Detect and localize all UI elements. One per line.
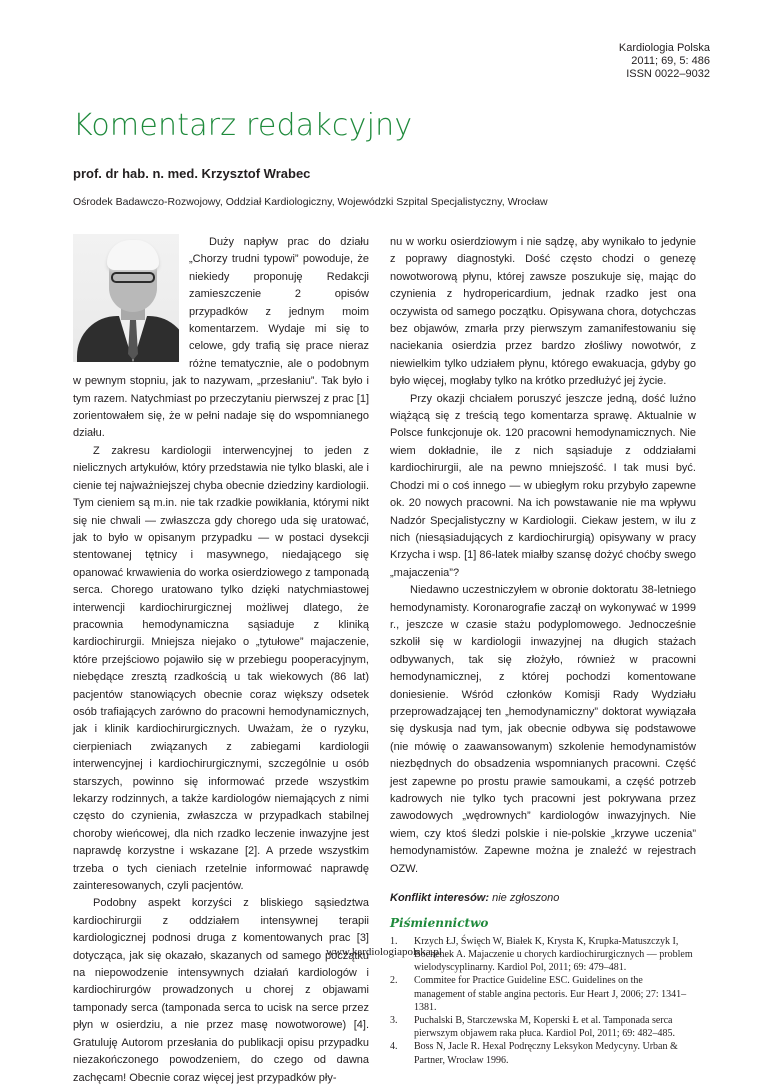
conflict-statement (390, 890, 696, 907)
reference-item: 4. Boss N, Jacle R. Hexal Podręczny Leksykon Medycyny. Urban & Partner, Wrocław 1996. (390, 1041, 678, 1066)
reference-item: 3. Puchalski B, Starczewska M, Koperski Ł et al. Tamponada serca pierwszym objawem raka płuca. Kardiol Pol, 2011; 69: 482–485. (390, 1015, 675, 1040)
references-heading: Piśmiennictwo (390, 916, 489, 931)
footer-url: www.kardiologiapolska.pl (326, 946, 442, 958)
conflict-label: Konflikt interesów: (390, 892, 490, 905)
reference-item: 1. Krzych ŁJ, Święch W, Białek K, Krysta K, Krupka-Matuszczyk I, Bochenek A. Majaczenie u chorych kardiochirurgicznych — problem wielodyscyplinarny. Kardiol Pol, 2011; 69: 479–481. (390, 935, 693, 974)
journal-issn: ISSN 0022–9032 (626, 68, 710, 80)
body-paragraph: Niedawno uczestniczyłem w obronie doktoratu 38-letniego hemodynamisty. Koronarografie zaczął on wykonywać w 1999 r., jeszcze w czasie stażu podyplomowego. Jednocześnie szkolił się w kardiologii inwazyjnej na długich stażach odbywanych, tak się złożyło, również w pracowni hemodynamicznej, z której pochodzi komentowane doniesienie. Wśród członków Komisji Rady Wydziału przeprowadzającej ten „hemodynamiczny” doktorat wywiązała się dyskusja nad tym, jak obecnie odbywa się podstawowe (nie mówię o zaawansowanym) szkolenie hemodynamistów niezbędnych do obsadzenia wspomnianych pracowni. Część jest zapewne po prostu prawie samoukami, a część potrzeb kadrowych nie tylko tych pracowni jest pokrywana przez zawodowych „wędrownych” kardiologów inwazyjnych. Nie wiem, czy ktoś śledzi polskie i nie-polskie „krzywe uczenia” hemodynamistów. Zapewne można je znaleźć w rejestrach OZW. (390, 584, 696, 875)
journal-header (619, 42, 710, 81)
author-photo (73, 234, 179, 362)
reference-item: 2. Commitee for Practice Guideline ESC. Guidelines on the management of stable angina pectoris. Eur Heart J, 2006; 27: 1341–1381. (390, 975, 687, 1013)
left-column (73, 234, 369, 1087)
body-paragraph: Przy okazji chciałem poruszyć jeszcze jedną, dość luźno wiążącą się z treścią tego komentarza sprawę. Aktualnie w Polsce funkcjonuje ok. 120 pracowni hemodynamicznych. Nie wiem dokładnie, ile z nich sąsiaduje z oddziałami kardiochirurgii, ale na pewno mniejszość. I tak musi być. Chodzi mi o coś innego — w ubiegłym roku przybyło zapewne ok. 20 nowych pracowni. Na ich powstawanie nie ma wpływu Nadzór Specjalistyczny w Kardiologii. Ciekaw jestem, w ilu z nich (niesąsiadujących z kardiochirurgią) opisywany w pracy Krzycha i wsp. [1] 86-latek miałby szansę dożyć choćby swego „majaczenia”? (390, 392, 696, 579)
body-paragraph: nu w worku osierdziowym i nie sądzę, aby wynikało to jedynie z poprawy diagnostyki. Dość często chodzi o genezę nowotworową płynu, której zawsze poszukuje się, mając do czynienia z hydropericardium, jednak rzadko jest ona oczywista od samego początku. Opisywana chora, dotychczas bez objawów, zmarła przy pierwszym zamanifestowaniu się naciekania osierdzia przez bardzo złośliwy nowotwór, z niewielkim tylko udziałem płynu, którego ewakuacja, gdyby go było więcej, mogłaby tylko na krótko przedłużyć jej życie. (390, 236, 696, 388)
right-column (390, 234, 696, 1067)
body-paragraph: Z zakresu kardiologii interwencyjnej to jeden z nielicznych artykułów, który przedstawia nie tylko blaski, ale i cienie tej najważniejszej chyba obecnie dziedziny kardiologii. Tym cieniem są m.in. nie tak rzadkie powikłania, którymi nikt się nie chwali — zwłaszcza gdy chorego uda się uratować, jak to było w opisanym przypadku — w postaci dysekcji stentowanej tętnicy i masywnego, niedającego się opanować krwawienia do worka osierdziowego z tamponadą serca. Chorego uratowano tylko dzięki natychmiastowej interwencji kardiochirurgicznej możliwej dlatego, że pracownia hemodynamiczna sąsiaduje z kliniką kardiochirurgii. Mniejsza niejako o „tytułowe” majaczenie, które przejściowo pojawiło się w przebiegu pooperacyjnym, niebędące zresztą rzadkością u tak wiekowych (86 lat) pacjentów stanowiących obecnie coraz większy odsetek osób trafiających zarówno do pracowni hemodynamicznych, jak i klinik kardiochirurgicznych. Uważam, że o ryzyku, cierpieniach związanych z zabiegami kardiologii interwencyjnej i kardiochirurgicznymi, szczególnie u osób starszych, powinno się informować przede wszystkim lekarzy rodzinnych, a także kardiologów niemających z nimi często do czynienia, zwłaszcza w przypadkach stabilnej choroby wieńcowej, dla nich rzadko leczenie inwazyjne jest naprawdę korzystne i wskazane [2]. A przede wszystkim trzeba o tych cieniach rzetelnie informować naprawdę zainteresowanych, czyli pacjentów. (73, 444, 369, 893)
journal-citation: 2011; 69, 5: 486 (631, 55, 710, 67)
author-name: prof. dr hab. n. med. Krzysztof Wrabec (73, 166, 311, 181)
body-paragraph: Duży napływ prac do działu „Chorzy trudni typowi” powoduje, że niekiedy proponuję Redakcji zamieszczenie 2 opisów przypadków z jednym moim komentarzem. Wydaje mi się to celowe, gdy trafią się prace nieraz różne tematycznie, ale o podobnym w pewnym stopniu, jak to nazywam, „przesłaniu”. Tak było i tym razem. Natychmiast po przeczytaniu pierwszej z prac [1] zorientowałem się, że w pełni nadaje się do wspomnianego działu. (73, 236, 369, 440)
author-affiliation: Ośrodek Badawczo-Rozwojowy, Oddział Kardiologiczny, Wojewódzki Szpital Specjalistyczny, Wrocław (73, 196, 548, 208)
conflict-text: nie zgłoszono (492, 892, 560, 905)
article-title: Komentarz redakcyjny (73, 108, 413, 143)
journal-name: Kardiologia Polska (618, 42, 710, 54)
body-paragraph: Podobny aspekt korzyści z bliskiego sąsiedztwa kardiochirurgii z oddziałem intensywnej terapii kardiologicznej podnosi druga z komentowanych prac [3] dotycząca, jak się okazało, skazanych od samego początku na niepowodzenie intensywnych działań kardiologów i kardiochirurgów prowadzonych u chorej z objawami tamponady serca (tamponada serca to ucisk na serce przez płyn w osierdziu, a nie przez masę nowotworowe) [4]. Gratuluję Autorom przesłania do publikacji opisu przypadku niezakończonego powodzeniem, do czego od dawna zachęcam! Obecnie coraz więcej jest przypadków pły- (73, 897, 369, 1084)
